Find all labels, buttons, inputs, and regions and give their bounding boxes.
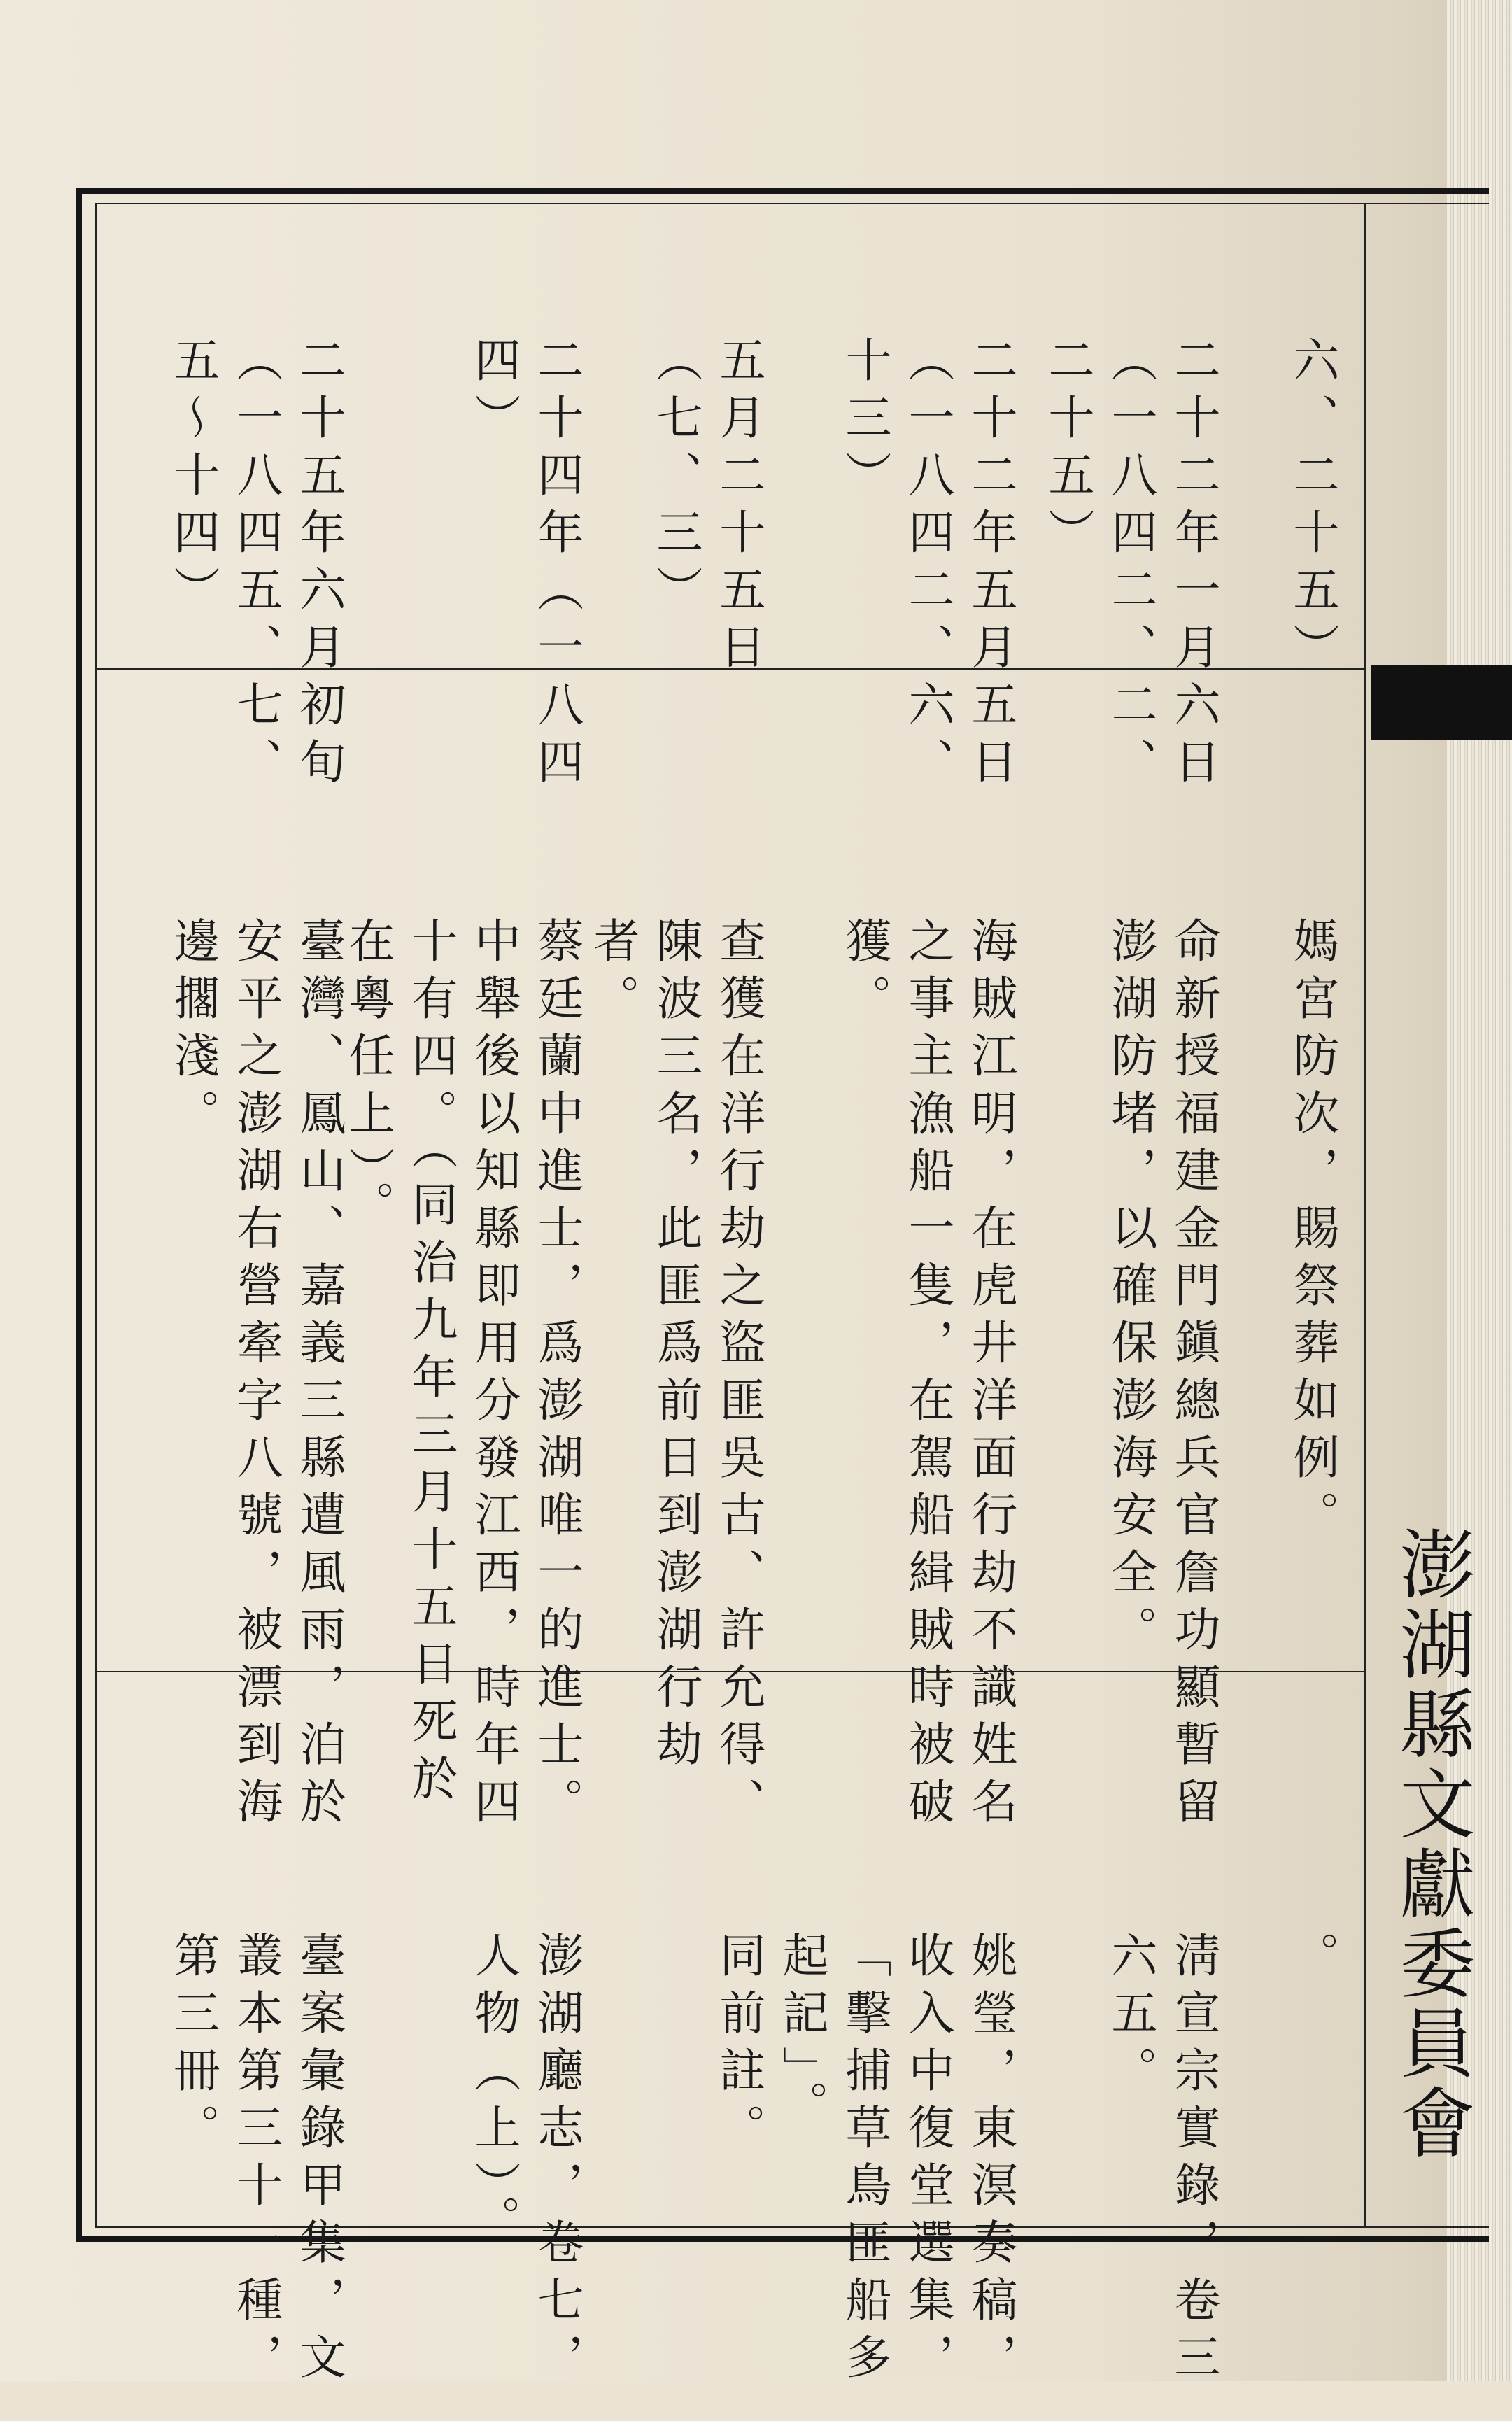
- table-column-6: [119, 224, 350, 2390]
- date-cell: 六、二十五）: [1285, 336, 1339, 680]
- table-column-1: [1238, 224, 1343, 2225]
- date-cell: 二十二年一月六日（一八四二、二、二十五）: [1040, 336, 1220, 795]
- source-cell: 澎湖廳志，卷七，人物（上）。: [467, 1931, 584, 2390]
- event-cell: 臺灣、鳳山、嘉義三縣遭風雨，泊於安平之澎湖右營牽字八號，被漂到海邊擱淺。: [166, 917, 346, 1835]
- source-cell: 姚瑩，東溟奏稿，收入中復堂選集，「擊捕草鳥匪船多起記」。: [775, 1931, 1017, 2390]
- table-column-3: [775, 224, 1022, 2390]
- date-cell: 二十四年（一八四四）: [467, 336, 584, 795]
- event-cell: 查獲在洋行劫之盜匪吳古、許允得、陳波三名，此匪爲前日到澎湖行劫者。: [586, 917, 765, 1835]
- event-cell: 媽宮防次，賜祭葬如例。: [1285, 917, 1339, 1548]
- source-cell: 。: [1285, 1931, 1339, 1989]
- source-cell: 淸宣宗實錄，卷三六五。: [1103, 1931, 1220, 2390]
- source-cell: 同前註。: [712, 1931, 765, 2161]
- event-cell: 海賊江明，在虎井洋面行劫不識姓名之事主漁船一隻，在駕船緝賊時被破獲。: [838, 917, 1017, 1835]
- date-cell: 五月二十五日（七、三）: [649, 336, 765, 680]
- header-divider: [1364, 203, 1366, 2228]
- table-column-5: [341, 224, 588, 2390]
- header-title: 澎湖縣文獻委員會: [1387, 1525, 1474, 2164]
- source-cell: 臺案彙錄甲集，文叢本第三十一種，第三冊。: [166, 1931, 346, 2390]
- table-column-4: [586, 224, 770, 2225]
- event-cell: 蔡廷蘭中進士，爲澎湖唯一的進士。中舉後以知縣即用分發江西，時年四十有四。（同治九年三月十五日死於在粵任上）。: [341, 917, 584, 1835]
- date-cell: 二十五年六月初旬（一八四五、七、五～十四）: [166, 336, 346, 795]
- table-column-2: [1040, 224, 1224, 2390]
- date-cell: 二十二年五月五日（一八四二、六、十三）: [838, 336, 1017, 795]
- event-cell: 命新授福建金門鎭總兵官詹功顯暫留澎湖防堵，以確保澎海安全。: [1103, 917, 1220, 1835]
